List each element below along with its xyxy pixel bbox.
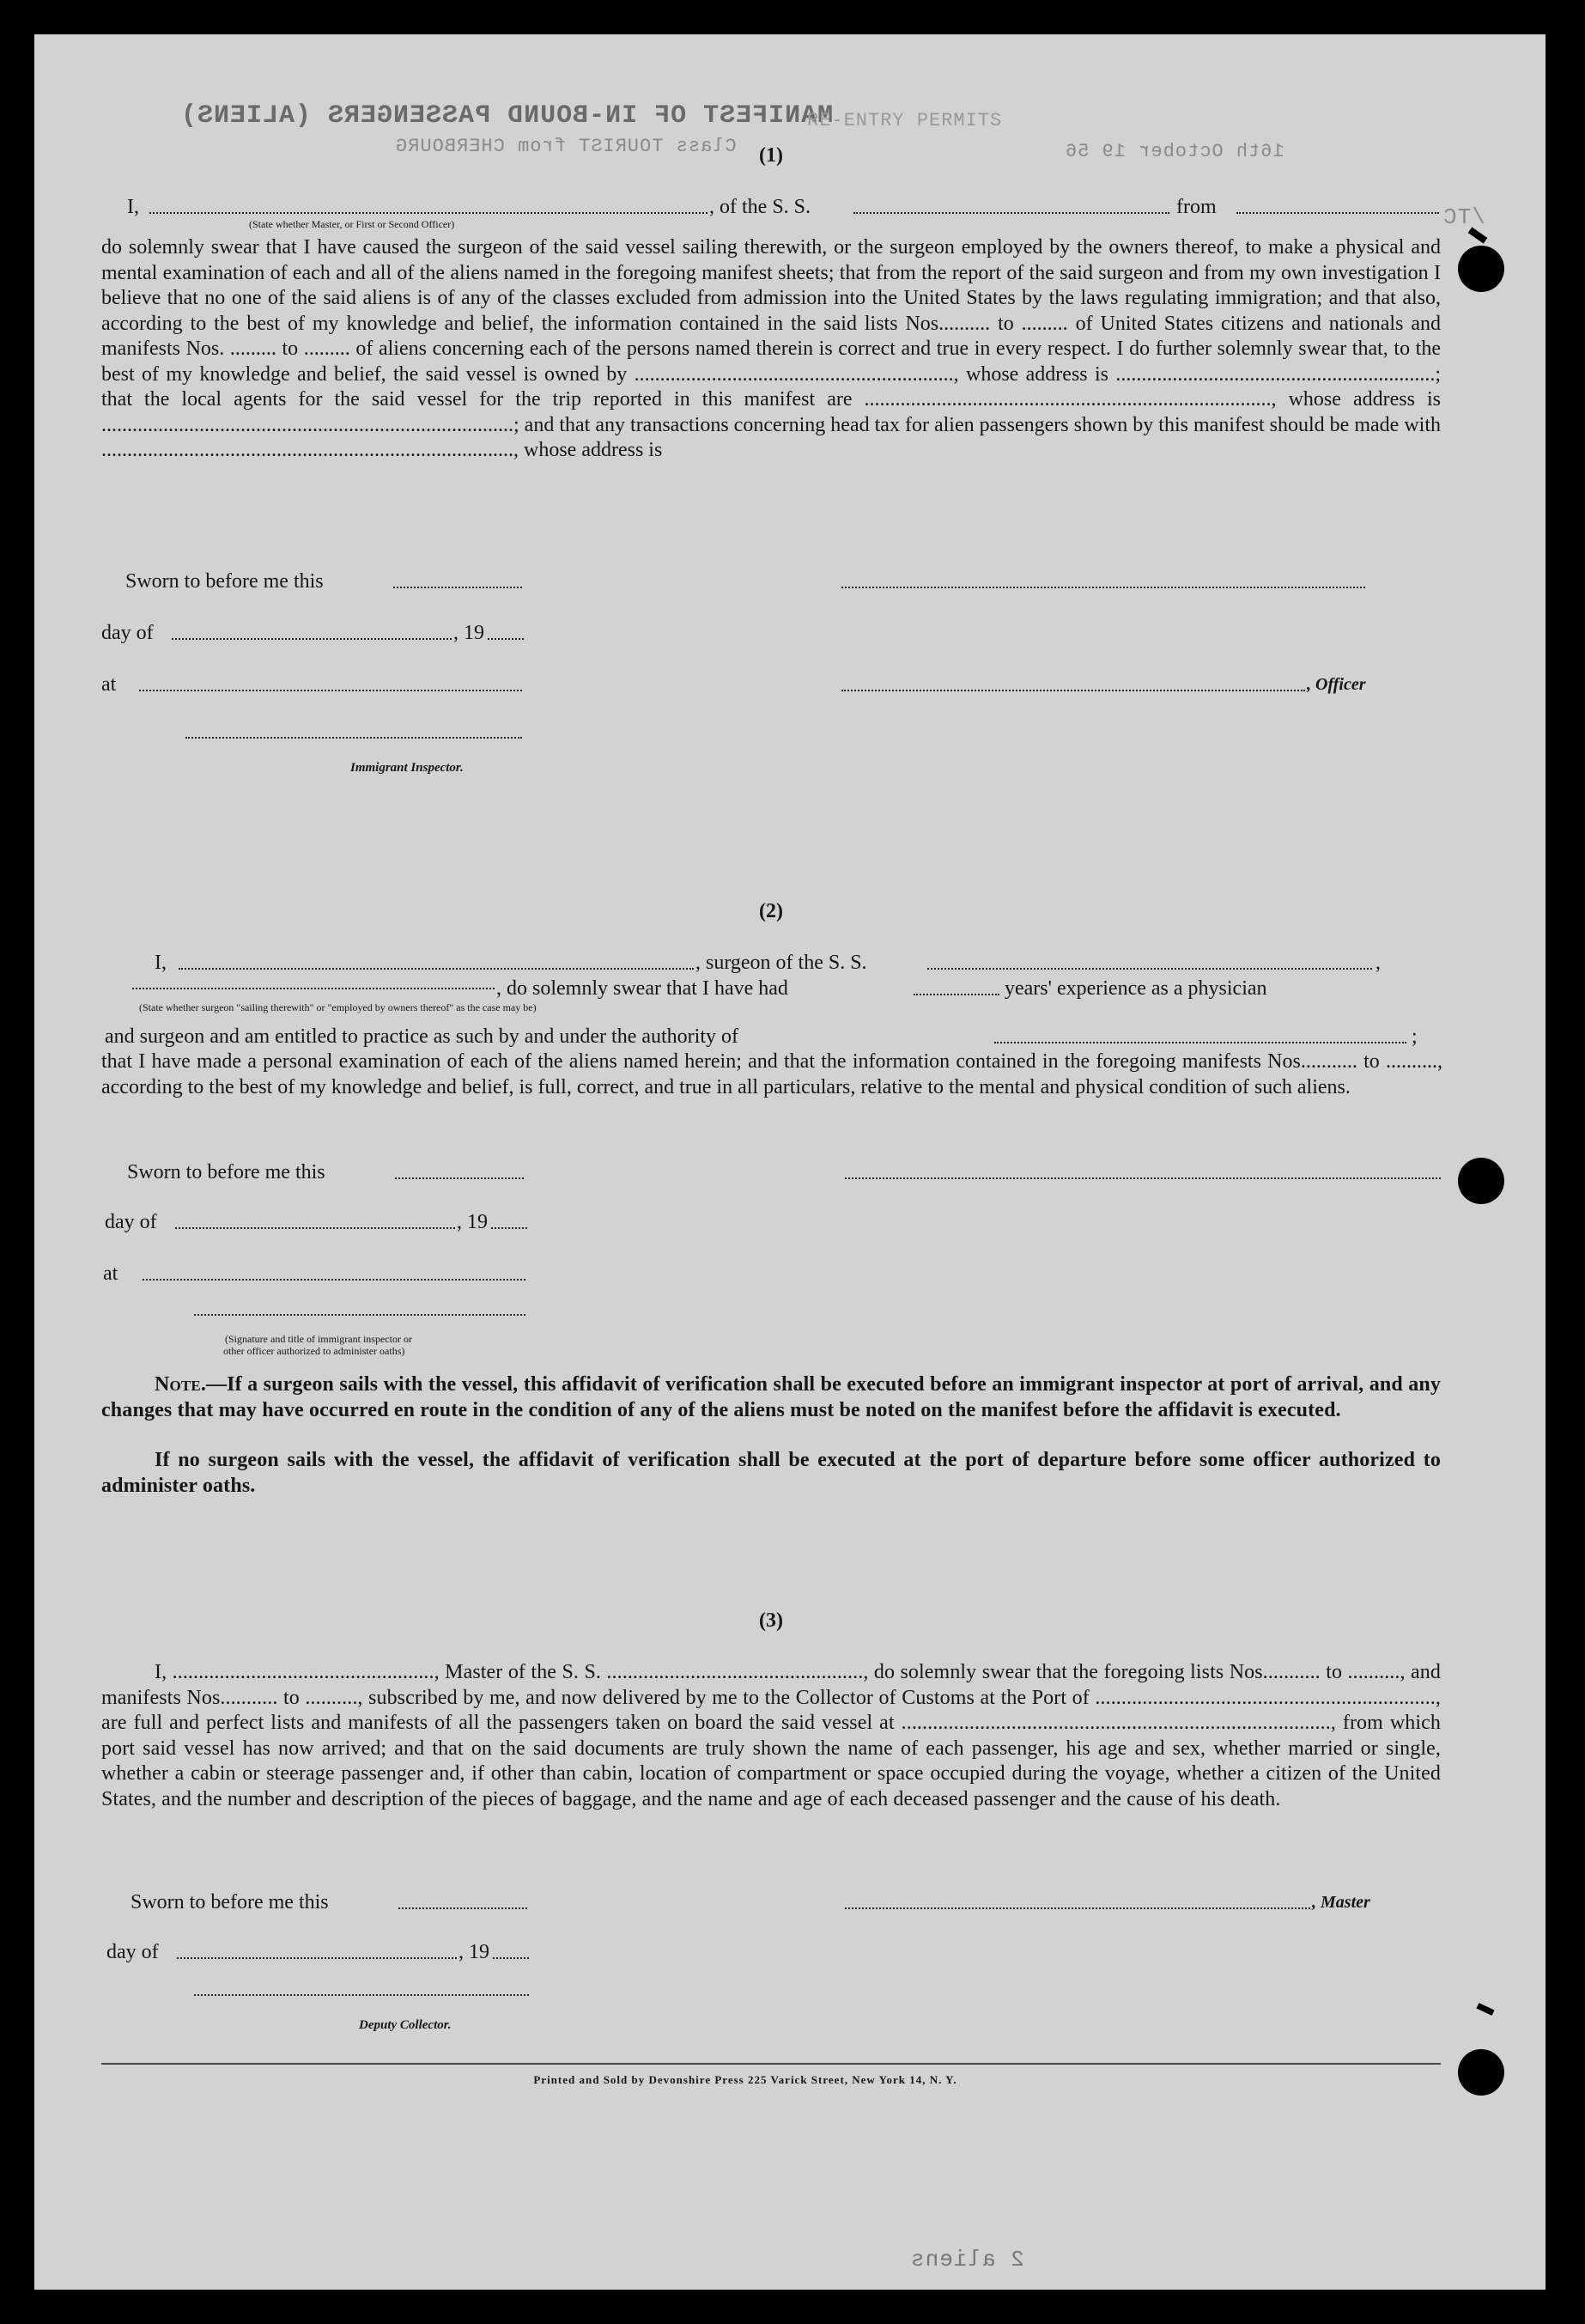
- officer-name-field[interactable]: [149, 212, 707, 214]
- year-field[interactable]: [493, 1957, 529, 1959]
- sworn-day-field[interactable]: [393, 587, 522, 588]
- sworn-day-field[interactable]: [398, 1907, 527, 1909]
- sworn-label: Sworn to before me this: [125, 570, 324, 593]
- officer-signature-field[interactable]: [841, 587, 1365, 588]
- note-label: Note.: [155, 1373, 206, 1396]
- section-2-heading: (2): [759, 900, 783, 922]
- section-1-paragraph: do solemnly swear that I have caused the surgeon of the said vessel sailing therewith, or the surgeon employed by the owners thereof, to make a physical and mental examination of each and all of the aliens named in the foregoing manifest sheets; that from the report of the said surgeon and from my own investigation I believe that no one of the said aliens is of any of the classes excluded from admission into the United States by the laws regulating immigration; and that also, according to the best of my knowledge and belief, the information contained in the said lists Nos.......... to ......... of United States citizens and nationals and manifests Nos. ......... to ......... of aliens concerning each of the persons named therein is correct and true in every respect. I do further solemnly swear that, to the best of my knowledge and belief, the said vessel is owned by .............................................................., whose address is ..............................................................; that the local agents for the said vessel for the trip reported in this manifest are ..............................................................................., whose address is ................................................................................; and that any transactions concerning head tax for alien passengers shown by this manifest should be made with ................................................................................, whose address is: [101, 236, 1441, 461]
- month-field[interactable]: [172, 638, 452, 640]
- at-place-field[interactable]: [143, 1279, 525, 1281]
- section-1-line-1: [101, 194, 1441, 220]
- section-2-line-3: [101, 1024, 1441, 1049]
- at-line: [101, 1261, 1441, 1287]
- footer-rule: [101, 2063, 1441, 2065]
- at-label: at: [101, 673, 117, 696]
- signature-note-2: other officer authorized to administer oaths): [223, 1345, 405, 1357]
- officer-note: (State whether Master, or First or Second Officer): [249, 218, 455, 230]
- binder-hole-middle: [1458, 1158, 1504, 1204]
- sworn-line: [101, 1889, 1441, 1915]
- sworn-line: [101, 569, 1441, 594]
- day-of-line: [101, 1939, 1441, 1965]
- authority-field[interactable]: [994, 1042, 1406, 1043]
- inspector-signature-field[interactable]: [185, 737, 522, 739]
- experience-label: years' experience as a physician: [1005, 977, 1267, 1000]
- vessel-name-field[interactable]: [853, 212, 1169, 214]
- signature-note-1: (Signature and title of immigrant inspector or: [225, 1333, 412, 1345]
- sworn-line: [101, 1159, 1441, 1185]
- month-field[interactable]: [175, 1227, 455, 1229]
- from-port-field[interactable]: [1236, 212, 1439, 214]
- bleed-bottom: 2 aliens: [910, 2247, 1024, 2272]
- surgeon-note-paragraph: [101, 1372, 1441, 1423]
- surgeon-note: (State whether surgeon "sailing therewith" or "employed by owners thereof" as the case may be): [139, 1001, 537, 1013]
- section-2-line-1: [101, 950, 1441, 976]
- document-page: [34, 34, 1546, 2290]
- printer-footer: Printed and Sold by Devonshire Press 225 Varick Street, New York 14, N. Y.: [533, 2073, 957, 2086]
- years-field[interactable]: [914, 994, 999, 995]
- surgeon-name-field[interactable]: [179, 968, 694, 970]
- section-3-heading: (3): [759, 1609, 783, 1632]
- from-label: from: [1176, 196, 1217, 218]
- month-field[interactable]: [177, 1957, 457, 1959]
- at-label: at: [103, 1262, 118, 1285]
- officer-title-field[interactable]: [841, 690, 1305, 691]
- master-label: , Master: [1312, 1893, 1370, 1912]
- inspector-label: Immigrant Inspector.: [350, 761, 464, 775]
- year-prefix: , 19: [453, 622, 484, 644]
- authority-label: and surgeon and am entitled to practice as such by and under the authority of: [105, 1025, 738, 1048]
- binder-hole-top: [1458, 246, 1504, 292]
- bleed-title: MANIFEST OF IN-BOUND PASSENGERS (ALIENS): [180, 101, 834, 131]
- ink-mark: [1476, 2003, 1494, 2016]
- year-field[interactable]: [491, 1227, 527, 1229]
- day-of-line: [101, 620, 1441, 646]
- officer-label: , Officer: [1307, 675, 1366, 694]
- surgeon-vessel-field[interactable]: [927, 968, 1372, 970]
- year-field[interactable]: [488, 638, 524, 640]
- no-surgeon-paragraph: If no surgeon sails with the vessel, the affidavit of verification shall be executed at the port of departure before some officer authorized to administer oaths.: [101, 1449, 1441, 1497]
- sworn-label: Sworn to before me this: [131, 1891, 329, 1913]
- semicolon: ;: [1412, 1025, 1418, 1048]
- of-ss-label: , of the S. S.: [709, 196, 811, 218]
- note-text: —If a surgeon sails with the vessel, this affidavit of verification shall be executed before an immigrant inspector at port of arrival, and any changes that may have occurred en route in the condition of any of the aliens must be noted on the manifest before the affidavit is executed.: [101, 1373, 1441, 1421]
- section-2-line-2: [101, 976, 1441, 1001]
- master-signature-field[interactable]: [845, 1907, 1310, 1909]
- collector-signature-field[interactable]: [194, 1994, 529, 1996]
- section-2-paragraph: that I have made a personal examination of each of the aliens named herein; and that the information contained in the foregoing manifests Nos........... to .........., according to the best of my knowledge and belief, is full, correct, and true in all particulars, relative to the mental and physical condition of such aliens.: [101, 1050, 1442, 1098]
- surgeon-of-ss-label: , surgeon of the S. S.: [695, 952, 867, 974]
- sworn-day-field[interactable]: [395, 1177, 524, 1179]
- day-of-label: day of: [105, 1211, 157, 1233]
- pronoun-label: I,: [155, 952, 167, 974]
- bleed-date: 16th October 19 56: [1065, 141, 1284, 162]
- sworn-label: Sworn to before me this: [127, 1161, 325, 1183]
- pronoun-label: I,: [127, 196, 139, 218]
- section-1-heading: (1): [759, 144, 783, 167]
- day-of-label: day of: [106, 1941, 159, 1963]
- swear-label: , do solemnly swear that I have had: [496, 977, 788, 1000]
- at-place-field[interactable]: [139, 690, 522, 691]
- year-prefix: , 19: [458, 1941, 489, 1963]
- bleed-class-line: Class TOURIST from CHERBOURG: [395, 136, 737, 157]
- day-of-label: day of: [101, 622, 154, 644]
- inspector-signature-field[interactable]: [194, 1314, 525, 1316]
- year-prefix: , 19: [457, 1211, 488, 1233]
- binder-hole-bottom: [1458, 2049, 1504, 2096]
- surgeon-status-field[interactable]: [132, 988, 495, 989]
- affidavit-form: [101, 34, 1441, 2290]
- section-3-paragraph: I, .................................................., Master of the S. S. ................................................., do solemnly swear that the foregoing lists Nos........... to .........., and manifests Nos........... to .........., subscribed by me, and now delivered by me to the Collector of Customs at the Port of ................................................................., are full and perfect lists and manifests of all the passengers taken on board the said vessel at .................................................................................., from which port said vessel has now arrived; and that on the said documents are truly shown the name of each passenger, his age and sex, whether married or single, whether a cabin or steerage passenger and, if other than cabin, location of compartment or space occupied during the voyage, whether a citizen of the United States, and the number and description of the pieces of baggage, and the name and age of each deceased passenger and the cause of his death.: [101, 1661, 1441, 1810]
- at-line: [101, 672, 1441, 697]
- bleed-edge: /TC: [1442, 204, 1485, 230]
- surgeon-signature-field[interactable]: [845, 1177, 1441, 1179]
- bleed-stamp: RE-ENTRY PERMITS: [807, 110, 1003, 131]
- comma: ,: [1375, 952, 1381, 974]
- day-of-line: [101, 1209, 1441, 1235]
- collector-label: Deputy Collector.: [359, 2018, 452, 2032]
